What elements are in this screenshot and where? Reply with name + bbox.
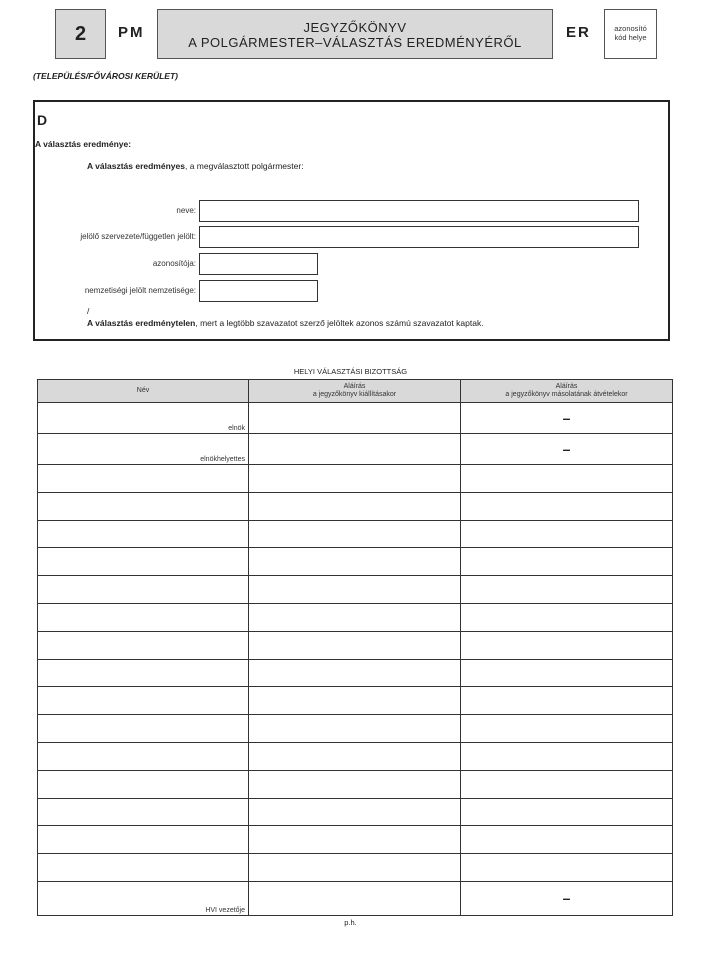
- column-signature-copy-sublabel: a jegyzőkönyv másolatának átvételekor: [505, 391, 628, 398]
- signature-issue-cell[interactable]: [249, 687, 461, 715]
- table-row: [38, 854, 673, 882]
- member-name-cell[interactable]: elnök: [38, 403, 249, 434]
- signature-copy-cell[interactable]: –: [461, 881, 673, 915]
- table-row: [38, 465, 673, 493]
- option-unsuccessful-rest: , mert a legtöbb szavazatot szerző jelöltek azonos számú szavazatot kaptak.: [195, 318, 484, 328]
- title-line-1: JEGYZŐKÖNYV: [303, 20, 407, 35]
- signature-issue-cell[interactable]: [249, 520, 461, 548]
- column-signature-label: Aláírás: [343, 383, 366, 390]
- table-row: [38, 548, 673, 576]
- signature-issue-cell[interactable]: [249, 465, 461, 493]
- member-name-cell[interactable]: [38, 742, 249, 770]
- table-row: [38, 826, 673, 854]
- table-row: [38, 492, 673, 520]
- table-row: [38, 520, 673, 548]
- signature-copy-cell[interactable]: [461, 854, 673, 882]
- name-label: neve:: [176, 206, 196, 215]
- signature-copy-cell[interactable]: –: [461, 403, 673, 434]
- page-number: 2: [55, 9, 106, 59]
- section-letter: D: [37, 112, 48, 128]
- column-signature-copy-label: Aláírás: [555, 383, 578, 390]
- nationality-field[interactable]: [199, 280, 318, 302]
- signature-copy-cell[interactable]: [461, 465, 673, 493]
- signature-copy-cell[interactable]: [461, 659, 673, 687]
- committee-title: HELYI VÁLASZTÁSI BIZOTTSÁG: [293, 367, 408, 376]
- column-name-header: [38, 380, 249, 403]
- column-signature-sublabel: a jegyzőkönyv kiállításakor: [312, 391, 397, 398]
- id-box-line-2: kód helye: [614, 33, 647, 42]
- option-successful[interactable]: [87, 161, 304, 171]
- table-row: [38, 798, 673, 826]
- member-name-cell[interactable]: [38, 631, 249, 659]
- signature-issue-cell[interactable]: [249, 854, 461, 882]
- signature-issue-cell[interactable]: [249, 434, 461, 465]
- title-line-2: A POLGÁRMESTER–VÁLASZTÁS EREDMÉNYÉRŐL: [188, 35, 522, 50]
- signature-issue-cell[interactable]: [249, 770, 461, 798]
- signature-issue-cell[interactable]: [249, 715, 461, 743]
- table-row: [38, 434, 673, 465]
- member-name-cell[interactable]: [38, 854, 249, 882]
- signature-issue-cell[interactable]: [249, 742, 461, 770]
- table-body: [38, 403, 673, 916]
- signature-copy-cell[interactable]: [461, 576, 673, 604]
- signature-copy-cell[interactable]: [461, 798, 673, 826]
- signature-issue-cell[interactable]: [249, 603, 461, 631]
- signature-issue-cell[interactable]: [249, 659, 461, 687]
- signature-copy-cell[interactable]: [461, 826, 673, 854]
- identifier-label: azonosítója:: [152, 259, 196, 268]
- form-code-pm: PM: [118, 24, 145, 41]
- member-name-cell[interactable]: [38, 548, 249, 576]
- table-row: [38, 659, 673, 687]
- nominating-org-label: jelölő szervezete/független jelölt:: [80, 232, 196, 241]
- table-row: [38, 715, 673, 743]
- signature-issue-cell[interactable]: [249, 798, 461, 826]
- table-row: [38, 631, 673, 659]
- signature-issue-cell[interactable]: [249, 576, 461, 604]
- stamp-label: p.h.: [344, 918, 357, 927]
- name-field[interactable]: [199, 200, 639, 222]
- document-title: [157, 9, 553, 59]
- table-row: [38, 403, 673, 434]
- member-name-cell[interactable]: [38, 603, 249, 631]
- signature-copy-cell[interactable]: –: [461, 434, 673, 465]
- signature-copy-cell[interactable]: [461, 742, 673, 770]
- committee-signature-table: [37, 379, 673, 916]
- signature-copy-cell[interactable]: [461, 520, 673, 548]
- table-row: [38, 742, 673, 770]
- signature-issue-cell[interactable]: [249, 548, 461, 576]
- signature-issue-cell[interactable]: [249, 492, 461, 520]
- signature-copy-cell[interactable]: [461, 631, 673, 659]
- identifier-field[interactable]: [199, 253, 318, 275]
- signature-copy-cell[interactable]: [461, 715, 673, 743]
- signature-issue-cell[interactable]: [249, 881, 461, 915]
- member-name-cell[interactable]: HVI vezetője: [38, 881, 249, 915]
- id-code-box: [604, 9, 657, 59]
- result-label: A választás eredménye:: [35, 139, 132, 149]
- table-row: [38, 770, 673, 798]
- table-row: [38, 576, 673, 604]
- member-name-cell[interactable]: [38, 659, 249, 687]
- option-separator: /: [87, 306, 90, 316]
- signature-issue-cell[interactable]: [249, 826, 461, 854]
- signature-copy-cell[interactable]: [461, 770, 673, 798]
- signature-issue-cell[interactable]: [249, 631, 461, 659]
- member-name-cell[interactable]: [38, 576, 249, 604]
- member-name-cell[interactable]: [38, 687, 249, 715]
- signature-copy-cell[interactable]: [461, 548, 673, 576]
- table-row: [38, 687, 673, 715]
- column-name-label: Név: [136, 387, 150, 394]
- table-header-row: [38, 380, 673, 403]
- member-name-cell[interactable]: [38, 492, 249, 520]
- form-code-er: ER: [566, 24, 591, 41]
- column-signature-issue-header: [249, 380, 461, 403]
- signature-copy-cell[interactable]: [461, 603, 673, 631]
- nationality-label: nemzetiségi jelölt nemzetisége:: [84, 286, 196, 295]
- nominating-org-field[interactable]: [199, 226, 639, 248]
- settlement-label: (TELEPÜLÉS/FŐVÁROSI KERÜLET): [33, 71, 178, 81]
- signature-copy-cell[interactable]: [461, 492, 673, 520]
- member-name-cell[interactable]: [38, 520, 249, 548]
- table-row: [38, 603, 673, 631]
- member-name-cell[interactable]: elnökhelyettes: [38, 434, 249, 465]
- option-unsuccessful-bold: A választás eredménytelen: [87, 318, 196, 328]
- member-name-cell[interactable]: [38, 826, 249, 854]
- id-box-line-1: azonosító: [614, 24, 647, 33]
- signature-issue-cell[interactable]: [249, 403, 461, 434]
- column-signature-copy-header: [461, 380, 673, 403]
- member-name-cell[interactable]: [38, 798, 249, 826]
- option-successful-bold: A választás eredményes: [87, 161, 185, 171]
- table-row: [38, 881, 673, 915]
- option-unsuccessful[interactable]: [87, 318, 484, 328]
- member-name-cell[interactable]: [38, 715, 249, 743]
- option-successful-rest: , a megválasztott polgármester:: [184, 161, 304, 171]
- member-name-cell[interactable]: [38, 770, 249, 798]
- signature-copy-cell[interactable]: [461, 687, 673, 715]
- member-name-cell[interactable]: [38, 465, 249, 493]
